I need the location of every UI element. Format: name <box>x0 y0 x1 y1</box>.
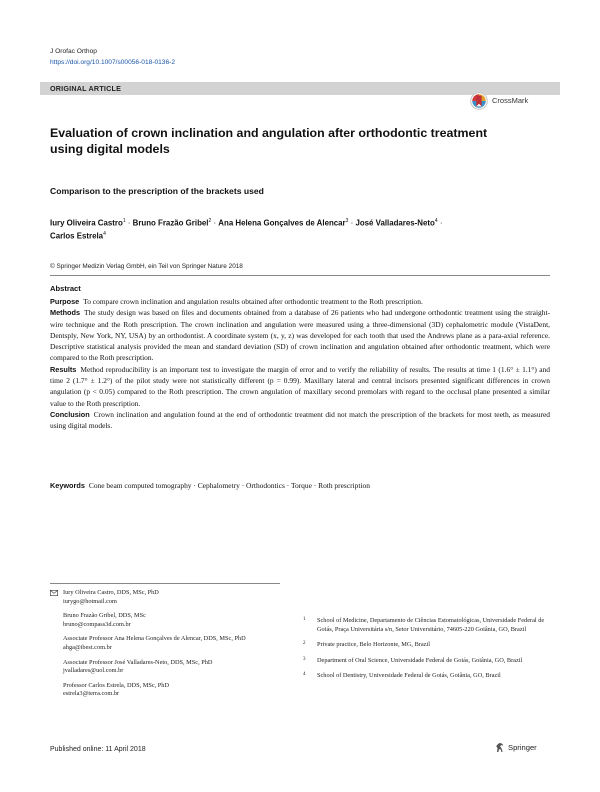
contact-name: Professor Carlos Estrela, DDS, MSc, PhD <box>63 681 169 689</box>
doi-link[interactable]: https://doi.org/10.1007/s00056-018-0136-2 <box>50 59 176 66</box>
abstract-section <box>50 409 550 432</box>
author-affiliation-number: 1 <box>122 218 126 224</box>
contact-name: Associate Professor Ana Helena Gonçalves de Alencar, DDS, MSc, PhD <box>63 635 246 643</box>
envelope-icon <box>50 590 58 596</box>
abstract-section-label: Conclusion <box>50 409 90 419</box>
contact-entry <box>50 682 280 699</box>
published-date: Published online: 11 April 2018 <box>50 746 146 753</box>
divider <box>50 275 550 276</box>
keywords-text: Cone beam computed tomography · Cephalometry · Orthodontics · Torque · Roth prescription <box>88 481 370 490</box>
abstract-section-text: To compare crown inclination and angulation results obtained after orthodontic treatment to the Roth prescription. <box>83 297 423 306</box>
affiliation-entry <box>303 672 553 681</box>
author-list: Iury Oliveira Castro$^1$ · Bruno Frazão Gribel$^2$ · Ana Helena Gonçalves de Alencar$^3$ · José Valladares-Neto$^4$ · Carlos Estrela$^4$ <box>50 218 443 241</box>
abstract-section-text: The study design was based on files and documents obtained from a database of 26 patients who had undergone orthodontic treatment using the straight-wire technique and the Roth prescription. The crown inclination and angulation were measured using a three-dimensional (3D) cephalometric module (VistaDent, Dentsply, New York, NY, USA) by an orthodontist. A coordinate system (x, y, z) was developed for each tooth that used the Andrews plane as a para-axial reference. Descriptive statistical analysis provided the mean and standard deviation (SD) of crown inclination and angulation obtained after orthodontic treatment, which were compared to the Roth prescription. <box>50 308 550 363</box>
author-contacts <box>50 589 280 705</box>
author-name[interactable]: Bruno Frazão Gribel <box>132 218 209 228</box>
crossmark-badge[interactable] <box>470 92 562 110</box>
abstract-section-text: Method reproducibility is an important test to investigate the margin of error and to verify the reliability of results. The results at time 1 (1.6° ± 1.1°) and time 2 (1.7° ± 1.2°) of the pilot study were not statistically different (p = 0.99). Maxillary lateral and central incisors presented significant differences in crown angulation (p < 0.05) compared to the Roth prescription. The crown angulation of maxillary second premolars with regard to the occlusal plane presented a similar value to the Roth prescription. <box>50 364 550 408</box>
copyright-notice: © Springer Medizin Verlag GmbH, ein Teil von Springer Nature 2018 <box>50 263 243 270</box>
abstract-body <box>50 296 550 432</box>
contact-email[interactable]: estrela3@terra.com.br <box>63 690 120 698</box>
author-name[interactable]: José Valladares-Neto <box>355 218 435 228</box>
author-affiliation-number: 3 <box>345 218 349 224</box>
affiliation-text: School of Medicine, Departamento de Ciências Estomatológicas, Universidade Federal de Goiás, Praça Universitária s/n, Setor Universitário, 74605-220 Goiânia, GO, Brazil <box>317 617 545 633</box>
contact-entry <box>50 612 280 629</box>
footnote-divider <box>50 583 280 584</box>
affiliation-entry <box>303 641 553 650</box>
contact-name: Iury Oliveira Castro, DDS, MSc, PhD <box>63 589 159 596</box>
author-affiliation-number: 4 <box>434 218 438 224</box>
affiliation-entry <box>303 657 553 666</box>
abstract-section <box>50 307 550 363</box>
contact-name: Associate Professor José Valladares-Neto, DDS, MSc, PhD <box>63 658 213 666</box>
abstract-section <box>50 296 550 307</box>
contact-name: Bruno Frazão Gribel, DDS, MSc <box>63 612 146 620</box>
affiliation-text: School of Dentistry, Universidade Federal de Goiás, Goiânia, GO, Brazil <box>317 672 501 680</box>
affiliation-number: 1 <box>303 617 306 622</box>
author-affiliation-number: 4 <box>103 231 106 238</box>
affiliation-text: Department of Oral Science, Universidade Federal de Goiás, Goiânia, GO, Brazil <box>317 656 523 664</box>
author-name[interactable]: Iury Oliveira Castro <box>50 218 123 228</box>
affiliations <box>303 617 553 688</box>
abstract-heading: Abstract <box>50 284 81 293</box>
author-name[interactable]: Ana Helena Gonçalves de Alencar <box>218 218 346 228</box>
contact-entry <box>50 589 280 606</box>
crossmark-label: CrossMark <box>492 96 529 105</box>
springer-logo <box>495 742 565 754</box>
crossmark-icon <box>470 92 488 110</box>
affiliation-number: 2 <box>303 641 306 647</box>
article-subtitle: Comparison to the prescription of the brackets used <box>50 186 264 196</box>
article-type-label: ORIGINAL ARTICLE <box>50 84 122 93</box>
affiliation-number: 4 <box>303 672 306 678</box>
contact-entry <box>50 659 280 676</box>
keywords <box>50 481 550 490</box>
abstract-section-label: Results <box>50 364 77 374</box>
abstract-section <box>50 364 550 409</box>
springer-horse-icon <box>495 742 505 753</box>
keywords-label: Keywords <box>50 481 85 490</box>
abstract-section-label: Purpose <box>50 297 80 306</box>
contact-email[interactable]: iurygo@hotmail.com <box>63 597 117 605</box>
abstract-section-text: Crown inclination and angulation found at the end of orthodontic treatment did not match the prescription of the brackets for most teeth, as measured using digital models. <box>50 409 550 431</box>
contact-email[interactable]: bruno@compass3d.com.br <box>63 620 131 628</box>
contact-email[interactable]: jvalladares@uol.com.br <box>63 667 124 675</box>
contact-email[interactable]: ahga@ibest.com.br <box>63 643 112 651</box>
affiliation-text: Private practice, Belo Horizonte, MG, Brazil <box>317 641 430 649</box>
abstract-section-label: Methods <box>50 308 80 318</box>
affiliation-number: 3 <box>303 656 306 662</box>
author-name[interactable]: Carlos Estrela <box>50 231 104 241</box>
author-affiliation-number: 2 <box>208 218 212 224</box>
contact-entry <box>50 635 280 652</box>
article-title: Evaluation of crown inclination and angulation after orthodontic treatment using digital models <box>50 126 488 156</box>
affiliation-entry <box>303 617 553 634</box>
journal-name: J Orofac Orthop <box>50 48 97 55</box>
springer-label: Springer <box>508 743 537 752</box>
